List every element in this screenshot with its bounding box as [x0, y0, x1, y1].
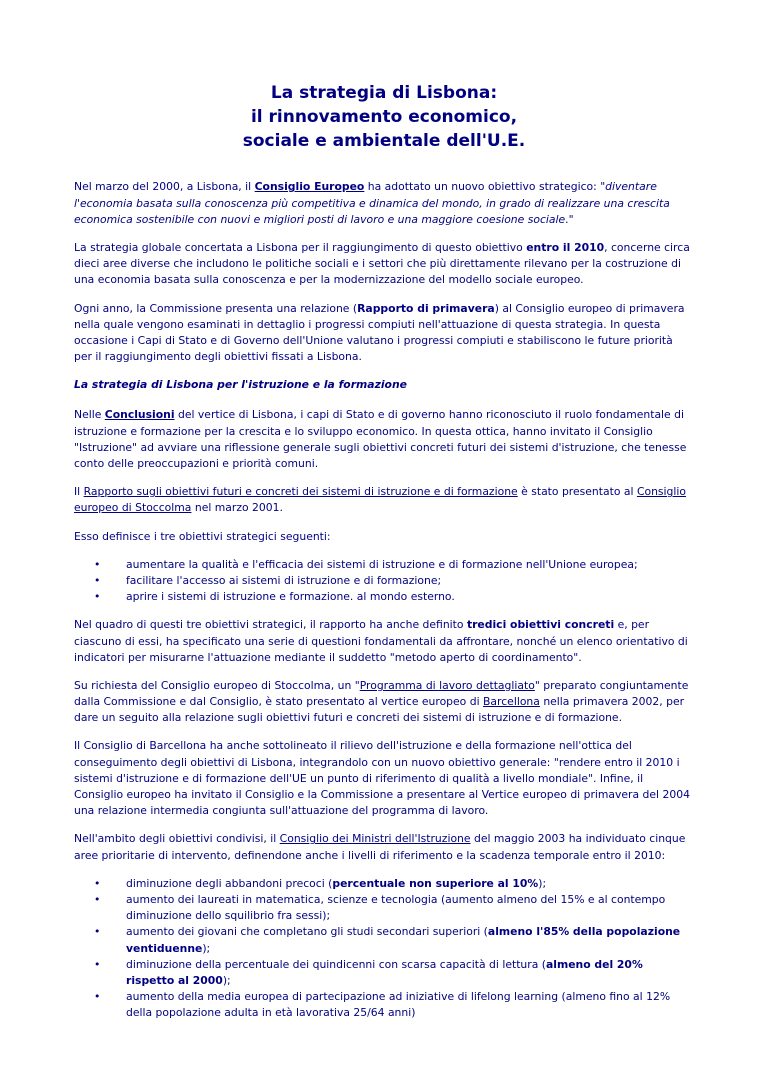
spring-report-paragraph: Ogni anno, la Commissione presenta una relazione (Rapporto di primavera) al Consiglio europeo di primavera nella quale vengono esaminati in dettaglio i progressi compiuti nell'attuazione di questa strategia. In questa occasione i Capi di Stato e di Governo dell'Unione valutano i progressi compiuti e stabiliscono le future priorità per il raggiungimento degli obiettivi fissati a Lisbona. [74, 301, 685, 364]
list-item: • aumento dei giovani che completano gli studi secondari superiori (almeno l'85% della popolazione ventiduenne); [115, 924, 694, 956]
strategic-objectives-list [74, 557, 694, 606]
list-item: • diminuzione degli abbandoni precoci (percentuale non superiore al 10%); [115, 876, 694, 892]
link-conclusioni[interactable]: Conclusioni [104, 408, 175, 422]
link-rapporto-obiettivi[interactable]: Rapporto sugli obiettivi futuri e concreti dei sistemi di istruzione e di formazione [83, 485, 518, 499]
title-line-1: La strategia di Lisbona: [270, 83, 498, 103]
link-barcellona[interactable]: Barcellona [483, 695, 540, 709]
intro-paragraph: Nel marzo del 2000, a Lisbona, il Consiglio Europeo ha adottato un nuovo obiettivo strategico: "diventare l'economia basata sulla conoscenza più competitiva e dinamica del mondo, in grado di realizzare una crescita economica sostenibile con nuovi e migliori posti di lavoro e una maggiore coesione sociale." [74, 180, 670, 226]
page-title [74, 82, 694, 153]
spring-report-highlight: Rapporto di primavera [357, 301, 495, 315]
link-consiglio-stoccolma[interactable]: Consiglio europeo di Stoccolma [74, 485, 687, 515]
objectives-intro: Esso definisce i tre obiettivi strategici seguenti: [74, 529, 331, 543]
title-line-3: sociale e ambientale dell'U.E. [242, 130, 526, 151]
list-item: • aumentare la qualità e l'efficacia dei sistemi di istruzione e di formazione nell'Unione europea; [115, 557, 694, 573]
section-subheading: La strategia di Lisbona per l'istruzione e la formazione [74, 378, 407, 392]
ministers-paragraph: Nell'ambito degli obiettivi condivisi, il Consiglio dei Ministri dell'Istruzione del maggio 2003 ha individuato cinque aree prioritarie di intervento, definendone anche i livelli di riferimento e la scadenza temporale entro il 2010: [74, 832, 686, 862]
list-item: • aumento della media europea di partecipazione ad iniziative di lifelong learning (almeno fino al 12% della popolazione adulta in età lavorativa 25/64 anni) [115, 989, 694, 1021]
strategy-paragraph: La strategia globale concertata a Lisbona per il raggiungimento di questo obiettivo entro il 2010, concerne circa dieci aree diverse che includono le politiche sociali e i settori che più direttamente rilevano per la costruzione di una economia basata sulla conoscenza e per la modernizzazione del modello sociale europeo. [74, 240, 690, 287]
strategic-goal-quote: diventare l'economia basata sulla conoscenza più competitiva e dinamica del mondo, in grado di realizzare una crescita economica sostenibile con nuovi e migliori posti di lavoro e una maggiore coesione sociale [74, 180, 670, 226]
list-item: • facilitare l'accesso ai sistemi di istruzione e di formazione; [115, 573, 694, 589]
list-item: • aprire i sistemi di istruzione e formazione. al mondo esterno. [115, 589, 694, 605]
link-programma-lavoro[interactable]: Programma di lavoro dettagliato [359, 678, 535, 692]
conclusions-paragraph: Nelle Conclusioni del vertice di Lisbona, i capi di Stato e di governo hanno riconosciuto il ruolo fondamentale di istruzione e formazione per la crescita e lo sviluppo economico. In questa ottica, hanno invitato il Consiglio "Istruzione" ad avviare una riflessione generale sugli obiettivi concreti futuri dei sistemi d'istruzione, che tenesse conto delle preoccupazioni e priorità comuni. [74, 408, 687, 471]
document-page [0, 82, 768, 1021]
title-line-2: il rinnovamento economico, [250, 106, 518, 127]
concrete-objectives-paragraph: Nel quadro di questi tre obiettivi strategici, il rapporto ha anche definito tredici obiettivi concreti e, per ciascuno di essi, ha specificato una serie di questioni fondamentali da affrontare, nonché un elenco orientativo di indicatori per misurarne l'attuazione mediante il suddetto "metodo aperto di coordinamento". [74, 618, 688, 664]
priority-areas-list [74, 876, 694, 1022]
report-paragraph: Il Rapporto sugli obiettivi futuri e concreti dei sistemi di istruzione e di formazione è stato presentato al Consiglio europeo di Stoccolma nel marzo 2001. [74, 485, 687, 515]
link-consiglio-europeo[interactable]: Consiglio Europeo [254, 180, 365, 194]
work-programme-paragraph: Su richiesta del Consiglio europeo di Stoccolma, un "Programma di lavoro dettagliato" preparato congiuntamente dalla Commissione e dal Consiglio, è stato presentato al vertice europeo di Barcellona nella primavera 2002, per dare un seguito alla relazione sugli obiettivi futuri e concreti dei sistemi di istruzione e di formazione. [74, 678, 689, 725]
deadline-highlight: entro il 2010 [526, 240, 605, 254]
concrete-objectives-highlight: tredici obiettivi concreti [466, 618, 615, 632]
link-consiglio-ministri[interactable]: Consiglio dei Ministri dell'Istruzione [279, 832, 471, 846]
list-item: • aumento dei laureati in matematica, scienze e tecnologia (aumento almeno del 15% e al contempo diminuzione dello squilibrio fra sessi); [115, 892, 694, 924]
barcelona-paragraph: Il Consiglio di Barcellona ha anche sottolineato il rilievo dell'istruzione e della formazione nell'ottica del conseguimento degli obiettivi di Lisbona, integrandolo con un nuovo obiettivo generale: "rendere entro il 2010 i sistemi d'istruzione e di formazione dell'UE un punto di riferimento di qualità a livello mondiale". Infine, il Consiglio europeo ha invitato il Consiglio e la Commissione a presentare al Vertice europeo di primavera del 2004 una relazione intermedia congiunta sull'attuazione del programma di lavoro. [74, 739, 690, 818]
list-item: • diminuzione della percentuale dei quindicenni con scarsa capacità di lettura (almeno del 20% rispetto al 2000); [115, 957, 694, 989]
